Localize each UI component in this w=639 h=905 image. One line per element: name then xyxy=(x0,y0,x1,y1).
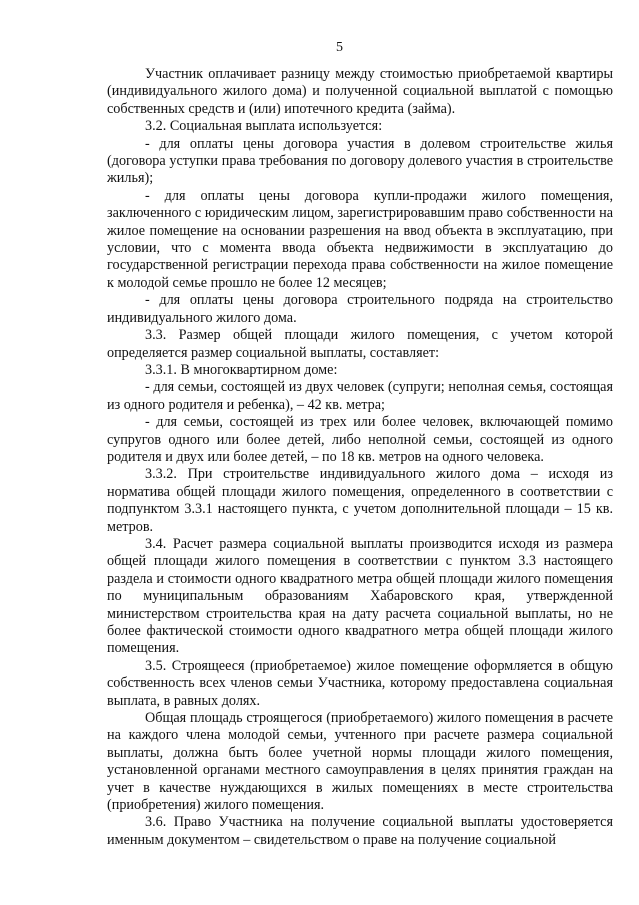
paragraph: 3.4. Расчет размера социальной выплаты производится исходя из размера общей площади жилого помещения в соответствии с пунктом 3.3 настоящего раздела и стоимости одного квадратного метра общей площади жилого помещения по муниципальным образованиям Хабаровского края, утвержденной министерством строительства края на дату расчета социальной выплаты, но не более фактической стоимости одного квадратного метра общей площади жилого помещения. xyxy=(107,535,613,657)
paragraph: 3.6. Право Участника на получение социальной выплаты удостоверяется именным документом – свидетельством о праве на получение социальной xyxy=(107,814,613,848)
paragraph: Участник оплачивает разницу между стоимостью приобретаемой квартиры (индивидуального жилого дома) и полученной социальной выплатой с помощью собственных средств и (или) ипотечного кредита (займа). xyxy=(107,66,613,117)
paragraph: Общая площадь строящегося (приобретаемого) жилого помещения в расчете на каждого члена молодой семьи, учтенного при расчете размера социальной выплаты, должна быть более учетной нормы площади жилого помещения, установленной органами местного самоуправления в целях принятия граждан на учет в качестве нуждающихся в жилых помещениях в месте строительства (приобретения) жилого помещения. xyxy=(107,710,613,814)
paragraph: 3.3.2. При строительстве индивидуального жилого дома – исходя из норматива общей площади жилого помещения, определенного в соответствии с подпунктом 3.3.1 настоящего пункта, с учетом дополнительной площади – 15 кв. метров. xyxy=(107,466,613,535)
paragraph: - для оплаты цены договора участия в долевом строительстве жилья (договора уступки права требования по договору долевого участия в строительстве жилья); xyxy=(107,135,613,187)
paragraph: - для оплаты цены договора строительного подряда на строительство индивидуального жилого дома. xyxy=(107,292,613,326)
paragraph: 3.2. Социальная выплата используется: xyxy=(145,118,383,135)
paragraph: - для семьи, состоящей из трех или более человек, включающей помимо супругов одного или более детей, либо неполной семьи, состоящей из одного родителя и двух или более детей, – по 18 кв. метров на одного человека. xyxy=(107,414,613,465)
paragraph: - для оплаты цены договора купли-продажи жилого помещения, заключенного с юридическим лицом, зарегистрировавшим право собственности на жилое помещение на основании разрешения на ввод объекта в эксплуатацию, при условии, что с момента ввода объекта недвижимости в эксплуатацию до государственной регистрации перехода права собственности на жилое помещение к молодой семье прошло не более 12 месяцев; xyxy=(107,187,613,291)
paragraph: - для семьи, состоящей из двух человек (супруги; неполная семья, состоящая из одного родителя и ребенка), – 42 кв. метра; xyxy=(107,379,613,413)
paragraph: 3.3. Размер общей площади жилого помещения, с учетом которой определяется размер социальной выплаты, составляет: xyxy=(107,327,613,361)
paragraph: 3.5. Строящееся (приобретаемое) жилое помещение оформляется в общую собственность всех членов семьи Участника, которому предоставлена социальная выплата, в равных долях. xyxy=(107,657,613,709)
page-number: 5 xyxy=(336,40,343,55)
paragraph: 3.3.1. В многоквартирном доме: xyxy=(145,361,338,378)
document-body xyxy=(107,66,613,849)
